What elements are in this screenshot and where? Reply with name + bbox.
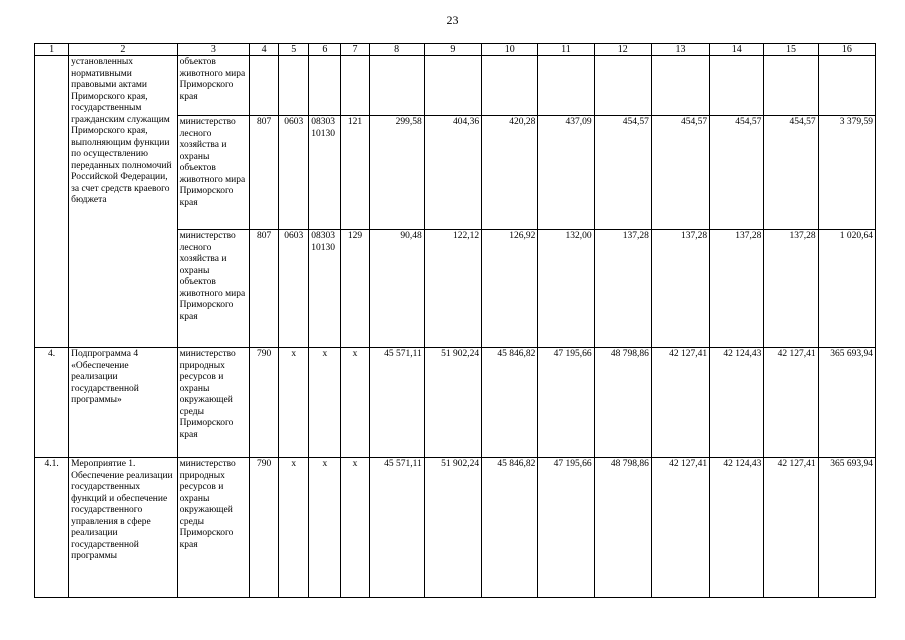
column-header: 16 <box>818 44 875 56</box>
cell-target-article: x <box>309 348 341 458</box>
cell-amount: 42 127,41 <box>651 458 709 598</box>
cell-executor: министерство природных ресурсов и охраны окружающей среды Приморского края <box>177 348 249 458</box>
column-header: 13 <box>651 44 709 56</box>
column-header: 11 <box>538 44 594 56</box>
cell-total: 365 693,94 <box>818 348 875 458</box>
cell-section: x <box>279 348 309 458</box>
column-header: 9 <box>424 44 481 56</box>
column-header: 12 <box>594 44 651 56</box>
cell-amount: 51 902,24 <box>424 458 481 598</box>
column-header: 1 <box>35 44 69 56</box>
cell-total: 1 020,64 <box>818 230 875 348</box>
cell-expense-type: x <box>341 348 369 458</box>
cell-amount: 51 902,24 <box>424 348 481 458</box>
cell-amount: 47 195,66 <box>538 348 594 458</box>
cell-amount: 137,28 <box>594 230 651 348</box>
cell-empty <box>250 56 279 116</box>
cell-empty <box>369 56 424 116</box>
cell-number <box>35 56 69 348</box>
cell-empty <box>710 56 764 116</box>
cell-expense-type: 129 <box>341 230 369 348</box>
cell-amount: 48 798,86 <box>594 348 651 458</box>
cell-empty <box>482 56 538 116</box>
cell-amount: 126,92 <box>482 230 538 348</box>
cell-amount: 454,57 <box>764 116 818 230</box>
cell-amount: 45 846,82 <box>482 348 538 458</box>
column-header: 5 <box>279 44 309 56</box>
cell-description: Мероприятие 1. Обеспечение реализации государственных функций и обеспечение государственного управления в сфере реализации государственной программы <box>69 458 178 598</box>
cell-amount: 137,28 <box>764 230 818 348</box>
cell-amount: 454,57 <box>594 116 651 230</box>
cell-amount: 47 195,66 <box>538 458 594 598</box>
cell-amount: 404,36 <box>424 116 481 230</box>
cell-amount: 137,28 <box>651 230 709 348</box>
cell-executor: министерство природных ресурсов и охраны окружающей среды Приморского края <box>177 458 249 598</box>
column-header: 2 <box>69 44 178 56</box>
cell-executor: министерство лесного хозяйства и охраны объектов животного мира Приморского края <box>177 230 249 348</box>
header-row <box>35 44 876 56</box>
cell-empty <box>818 56 875 116</box>
column-header: 4 <box>250 44 279 56</box>
cell-expense-type: x <box>341 458 369 598</box>
cell-amount: 299,58 <box>369 116 424 230</box>
cell-target-article: x <box>309 458 341 598</box>
cell-amount: 48 798,86 <box>594 458 651 598</box>
cell-amount: 42 127,41 <box>764 348 818 458</box>
cell-executor: министерство лесного хозяйства и охраны объектов животного мира Приморского края <box>177 116 249 230</box>
cell-empty <box>279 56 309 116</box>
cell-empty <box>424 56 481 116</box>
cell-amount: 137,28 <box>710 230 764 348</box>
cell-amount: 42 124,43 <box>710 348 764 458</box>
cell-target-article: 0830310130 <box>309 230 341 348</box>
cell-empty <box>309 56 341 116</box>
column-header: 7 <box>341 44 369 56</box>
table-row <box>35 458 876 598</box>
cell-description: установленных нормативными правовыми актами Приморского края, государственным гражданским служащим Приморского края, выполняющим функции по осуществлению переданных полномочий Российской Федерации, за счет средств краевого бюджета <box>69 56 178 348</box>
cell-target-article: 0830310130 <box>309 116 341 230</box>
cell-amount: 45 571,11 <box>369 348 424 458</box>
cell-amount: 454,57 <box>651 116 709 230</box>
cell-empty <box>538 56 594 116</box>
cell-total: 365 693,94 <box>818 458 875 598</box>
cell-empty <box>341 56 369 116</box>
cell-amount: 122,12 <box>424 230 481 348</box>
cell-expense-type: 121 <box>341 116 369 230</box>
cell-section: x <box>279 458 309 598</box>
cell-section: 0603 <box>279 230 309 348</box>
table-row <box>35 348 876 458</box>
cell-amount: 42 127,41 <box>764 458 818 598</box>
cell-amount: 454,57 <box>710 116 764 230</box>
column-header: 8 <box>369 44 424 56</box>
cell-amount: 420,28 <box>482 116 538 230</box>
cell-amount: 45 846,82 <box>482 458 538 598</box>
cell-amount: 42 127,41 <box>651 348 709 458</box>
column-header: 14 <box>710 44 764 56</box>
column-header: 3 <box>177 44 249 56</box>
cell-number: 4.1. <box>35 458 69 598</box>
cell-ministry-code: 790 <box>250 348 279 458</box>
cell-amount: 132,00 <box>538 230 594 348</box>
cell-amount: 45 571,11 <box>369 458 424 598</box>
cell-ministry-code: 790 <box>250 458 279 598</box>
cell-empty <box>651 56 709 116</box>
cell-executor: объектов животного мира Приморского края <box>177 56 249 116</box>
page-number: 23 <box>446 13 459 27</box>
cell-amount: 90,48 <box>369 230 424 348</box>
budget-table <box>34 43 876 598</box>
cell-ministry-code: 807 <box>250 116 279 230</box>
cell-empty <box>764 56 818 116</box>
column-header: 6 <box>309 44 341 56</box>
cell-empty <box>594 56 651 116</box>
cell-section: 0603 <box>279 116 309 230</box>
cell-total: 3 379,59 <box>818 116 875 230</box>
cell-amount: 437,09 <box>538 116 594 230</box>
column-header: 15 <box>764 44 818 56</box>
cell-amount: 42 124,43 <box>710 458 764 598</box>
table-row <box>35 56 876 116</box>
cell-description: Подпрограмма 4 «Обеспечение реализации государственной программы» <box>69 348 178 458</box>
cell-ministry-code: 807 <box>250 230 279 348</box>
column-header: 10 <box>482 44 538 56</box>
cell-number: 4. <box>35 348 69 458</box>
